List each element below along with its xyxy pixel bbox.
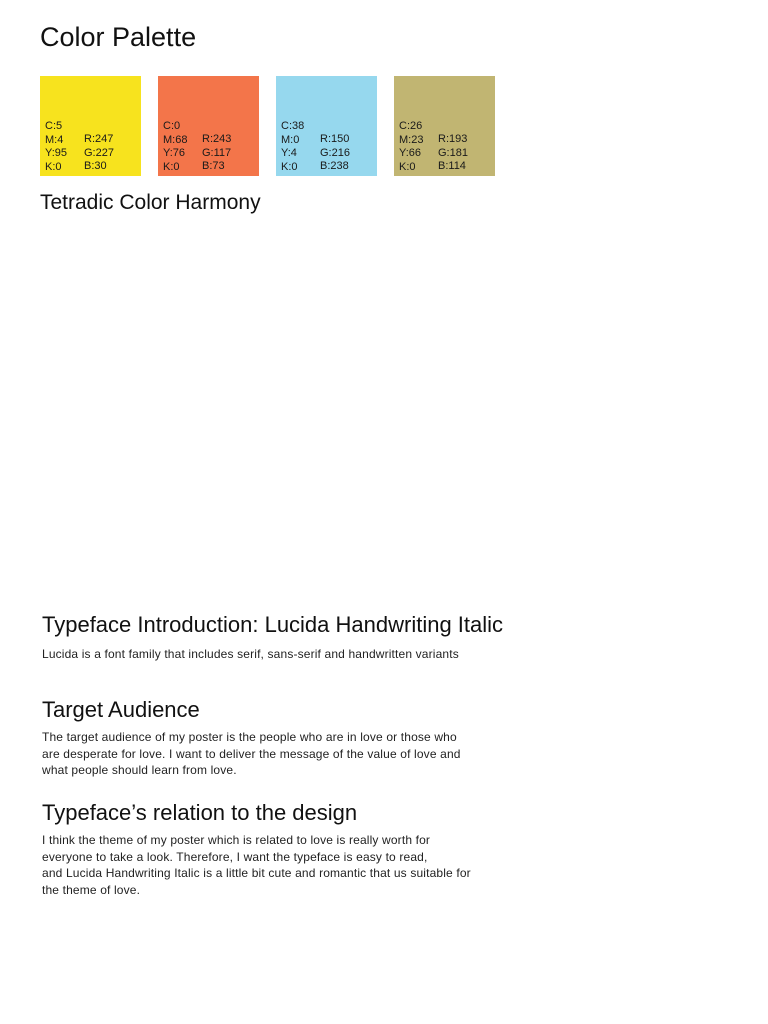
rgb-b: B:238 <box>320 160 349 172</box>
cmyk-k: K:0 <box>45 160 62 173</box>
rgb-g: G:117 <box>202 146 232 159</box>
color-swatch-orange <box>158 76 259 176</box>
cmyk-m: M:68 <box>163 133 188 146</box>
rgb-values <box>438 133 468 174</box>
cmyk-c: C:5 <box>45 120 63 132</box>
body-line: are desperate for love. I want to deliver the message of the value of love and <box>42 746 461 761</box>
cmyk-values <box>281 120 304 174</box>
relation-body <box>42 832 522 898</box>
rgb-r: R:193 <box>438 133 468 145</box>
rgb-r: R:243 <box>202 133 232 145</box>
cmyk-k: K:0 <box>399 160 416 173</box>
color-swatch-olive <box>394 76 495 176</box>
cmyk-y: Y:66 <box>399 147 422 159</box>
rgb-values <box>320 133 350 174</box>
body-line: everyone to take a look. Therefore, I want the typeface is easy to read, <box>42 849 428 864</box>
rgb-g: G:216 <box>320 146 350 159</box>
body-line: and Lucida Handwriting Italic is a little bit cute and romantic that us suitable for <box>42 866 471 880</box>
cmyk-c: C:0 <box>163 120 181 132</box>
typeface-heading: Typeface Introduction: Lucida Handwriting Italic <box>42 612 504 637</box>
page-title: Color Palette <box>40 22 197 52</box>
rgb-r: R:247 <box>84 133 114 145</box>
audience-body <box>42 729 522 779</box>
body-line: Lucida is a font family that includes serif, sans-serif and handwritten variants <box>42 647 459 661</box>
rgb-b: B:30 <box>84 160 107 172</box>
cmyk-y: Y:95 <box>45 147 68 159</box>
cmyk-k: K:0 <box>163 160 180 173</box>
cmyk-values <box>163 120 187 174</box>
body-line: what people should learn from love. <box>42 763 237 777</box>
cmyk-y: Y:4 <box>281 147 297 159</box>
relation-heading: Typeface’s relation to the design <box>42 800 358 825</box>
cmyk-values <box>45 120 67 174</box>
color-swatch-yellow <box>40 76 141 176</box>
rgb-values <box>84 133 114 174</box>
rgb-b: B:73 <box>202 160 225 172</box>
cmyk-m: M:23 <box>399 133 424 146</box>
rgb-b: B:114 <box>438 160 466 172</box>
cmyk-values <box>399 120 423 174</box>
body-line: The target audience of my poster is the people who are in love or those who <box>42 730 457 744</box>
cmyk-c: C:38 <box>281 120 305 132</box>
cmyk-m: M:0 <box>281 133 300 146</box>
cmyk-y: Y:76 <box>163 147 186 159</box>
body-line: the theme of love. <box>42 882 141 897</box>
cmyk-m: M:4 <box>45 133 64 146</box>
cmyk-k: K:0 <box>281 160 298 173</box>
rgb-g: G:181 <box>438 146 468 159</box>
typeface-body <box>42 646 522 663</box>
harmony-label: Tetradic Color Harmony <box>40 191 261 214</box>
rgb-g: G:227 <box>84 146 114 159</box>
color-swatch-light-blue <box>276 76 377 176</box>
rgb-r: R:150 <box>320 133 350 145</box>
body-line: I think the theme of my poster which is related to love is really worth for <box>42 833 431 847</box>
audience-heading: Target Audience <box>42 697 200 722</box>
cmyk-c: C:26 <box>399 120 423 132</box>
rgb-values <box>202 133 231 174</box>
